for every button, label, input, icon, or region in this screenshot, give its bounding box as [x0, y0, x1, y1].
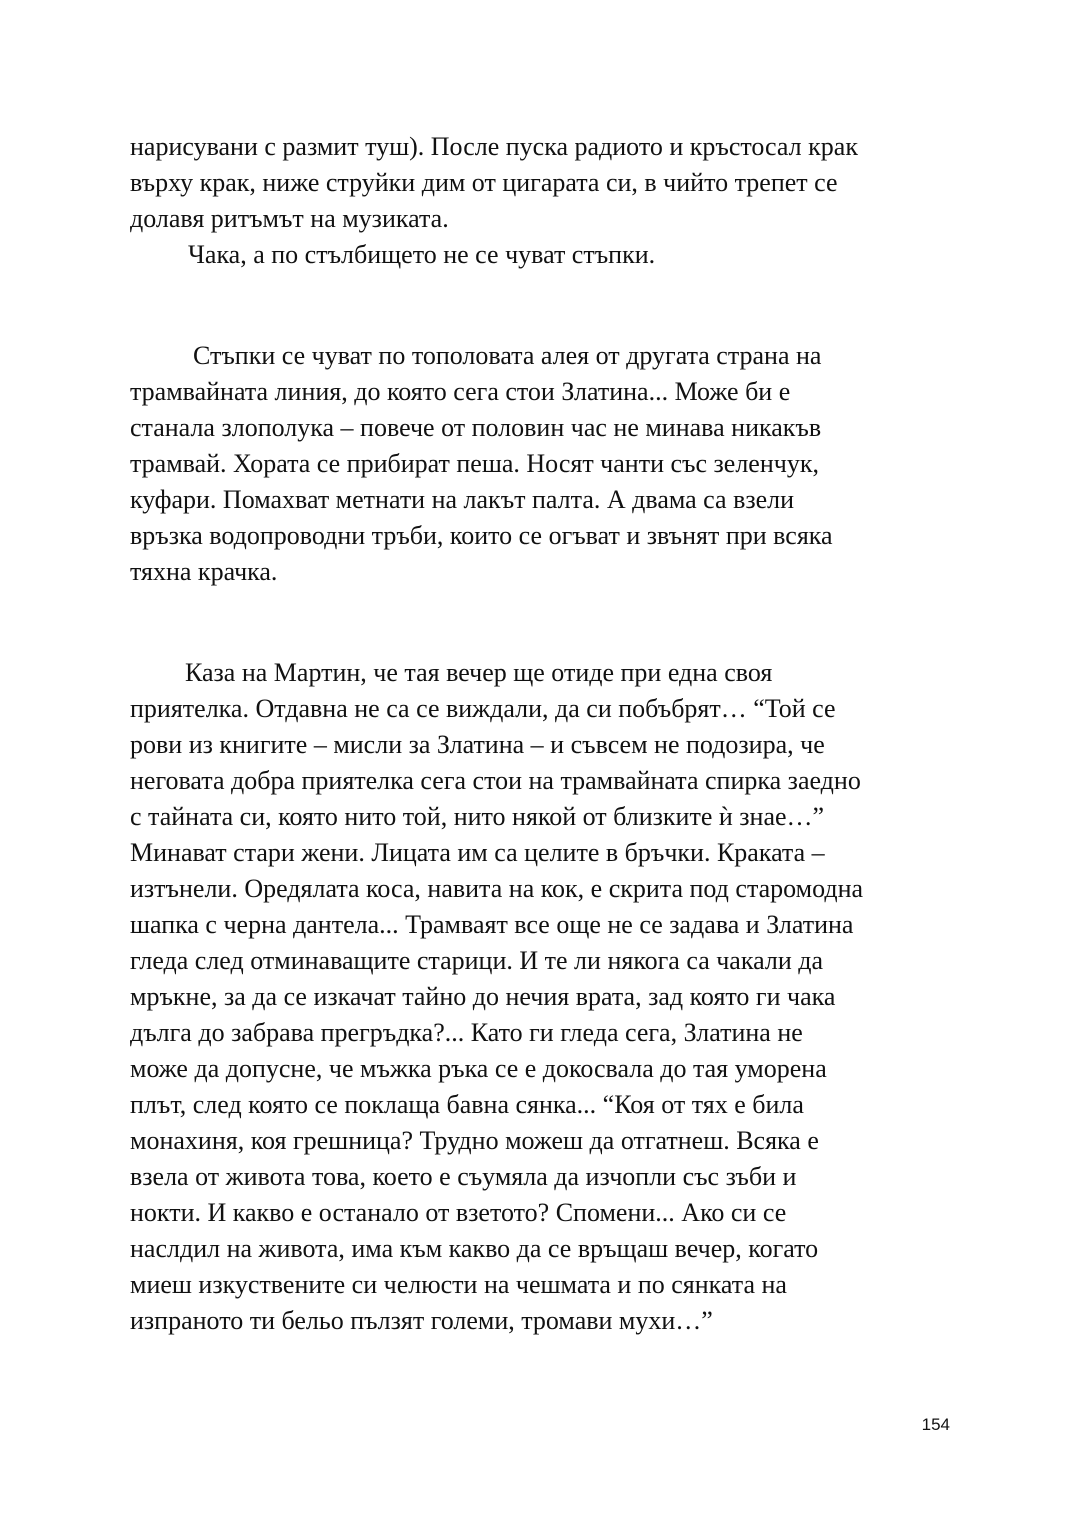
text-line: монахиня, коя грешница? Трудно можеш да отгатнеш. Всяка е — [130, 1126, 819, 1155]
text-line: взела от живота това, което е съумяла да изчопли със зъби и — [130, 1162, 797, 1191]
text-line: плът, след която се поклаща бавна сянка... “Коя от тях е била — [130, 1090, 804, 1119]
text-line: изпраното ти бельо пълзят големи, тромави мухи…” — [130, 1306, 713, 1335]
text-line: куфари. Помахват метнати на лакът палта. А двама са взели — [130, 485, 795, 514]
text-line: шапка с черна дантела... Трамваят все още не се задава и Златина — [130, 910, 854, 939]
text-line: станала злополука – повече от половин час не минава никакъв — [130, 413, 822, 442]
text-line: трамвай. Хората се прибират пеша. Носят чанти със зеленчук, — [130, 449, 819, 478]
text-line: Стъпки се чуват по тополовата алея от другата страна на — [193, 341, 822, 370]
text-line: приятелка. Отдавна не са се виждали, да си побъбрят… “Той се — [130, 694, 836, 723]
text-line: дълга до забрава прегръдка?... Като ги гледа сега, Златина не — [130, 1018, 803, 1047]
text-line: миеш изкуствените си челюсти на чешмата и по сянката на — [130, 1270, 787, 1299]
text-line: нокти. И какво е останало от взетото? Спомени... Ако си се — [130, 1198, 787, 1227]
text-line: неговата добра приятелка сега стои на трамвайната спирка заедно — [130, 766, 861, 795]
text-line: връзка водопроводни тръби, които се огъват и звънят при всяка — [130, 521, 833, 550]
text-line: Каза на Мартин, че тая вечер ще отиде при една своя — [185, 658, 773, 687]
page-number: 154 — [921, 1415, 950, 1434]
text-line: долавя ритъмът на музиката. — [130, 204, 449, 233]
text-line: гледа след отминаващите старици. И те ли някога са чакали да — [130, 946, 824, 975]
text-line: мръкне, за да се изкачат тайно до нечия врата, зад която ги чака — [130, 982, 836, 1011]
text-line: рови из книгите – мисли за Златина – и съвсем не подозира, че — [130, 730, 825, 759]
text-line: Чака, а по стълбището не се чуват стъпки. — [188, 240, 656, 269]
text-line: може да допусне, че мъжка ръка се е докосвала до тая уморена — [130, 1054, 827, 1083]
text-line: тяхна крачка. — [130, 557, 278, 586]
text-line: изтънели. Оредялата коса, навита на кок, е скрита под старомодна — [130, 874, 864, 903]
text-line: с тайната си, която нито той, нито някой от близките ѝ знае…” — [130, 802, 825, 831]
text-line: трамвайната линия, до която сега стои Златина... Може би е — [130, 377, 791, 406]
text-line: върху крак, ниже струйки дим от цигарата си, в чийто трепет се — [130, 168, 838, 197]
text-line: наслдил на живота, има към какво да се връщаш вечер, когато — [130, 1234, 819, 1263]
text-line: нарисувани с размит туш). После пуска радиото и кръстосал крак — [130, 132, 858, 161]
text-line: Минават стари жени. Лицата им са целите в бръчки. Краката – — [130, 838, 825, 867]
